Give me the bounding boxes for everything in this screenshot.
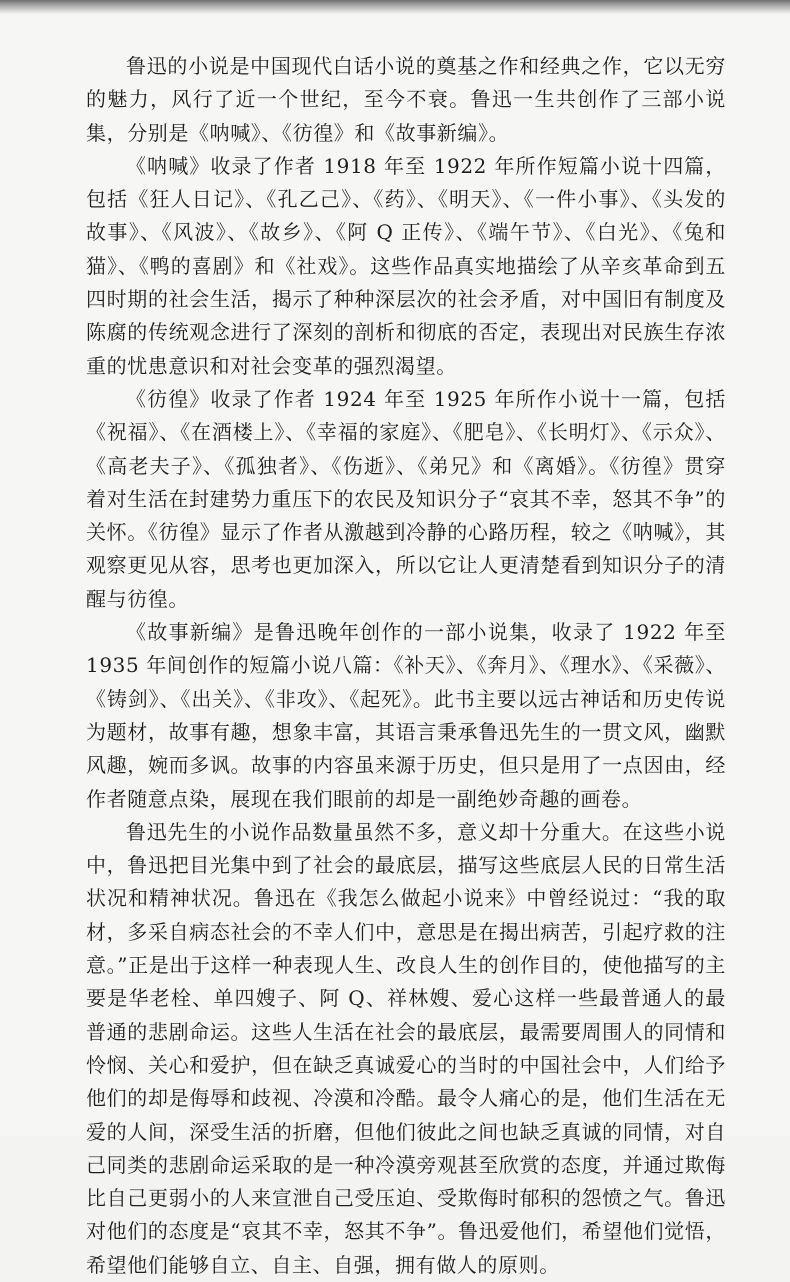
paragraph-significance: 鲁迅先生的小说作品数量虽然不多，意义却十分重大。在这些小说中，鲁迅把目光集中到了社会的最底层，描写这些底层人民的日常生活状况和精神状况。鲁迅在《我怎么做起小说来》中曾经说过：“我的取材，多采自病态社会的不幸人们中，意思是在揭出病苦，引起疗救的注意。”正是出于这样一种表现人生、改良人生的创作目的，使他描写的主要是华老栓、单四嫂子、阿 Q、祥林嫂、爱心这样一些最普通人的最普通的悲剧命运。这些人生活在社会的最底层，最需要周围人的同情和怜悯、关心和爱护，但在缺乏真诚爱心的当时的中国社会中，人们给予他们的却是侮辱和歧视、冷漠和冷酷。最令人痛心的是，他们生活在无爱的人间，深受生活的折磨，但他们彼此之间也缺乏真诚的同情，对自己同类的悲剧命运采取的是一种冷漠旁观甚至欣赏的态度，并通过欺侮比自己更弱小的人来宣泄自己受压迫、受欺侮时郁积的怨愤之气。鲁迅对他们的态度是“哀其不幸，怒其不争”。鲁迅爱他们，希望他们觉悟，希望他们能够自立、自主、自强，拥有做人的原则。	[86, 819, 726, 1277]
viewer-top-shadow	[0, 0, 790, 14]
paragraph-panghuang: 《彷徨》收录了作者 1924 年至 1925 年所作小说十一篇，包括《祝福》、《在酒楼上》、《幸福的家庭》、《肥皂》、《长明灯》、《示众》、《高老夫子》、《孤独者》、《伤逝》、《弟兄》和《离婚》。《彷徨》贯穿着对生活在封建势力重压下的农民及知识分子“哀其不幸，怒其不争”的关怀。《彷徨》显示了作者从激越到冷静的心路历程，较之《呐喊》，其观察更见从容，思考也更加深入，所以它让人更清楚看到知识分子的清醒与彷徨。	[86, 386, 726, 611]
document-page[interactable]	[0, 14, 790, 1277]
paragraph-gushixinbian: 《故事新编》是鲁迅晚年创作的一部小说集，收录了 1922 年至 1935 年间创作的短篇小说八篇：《补天》、《奔月》、《理水》、《采薇》、《铸剑》、《出关》、《非攻》、《起死》。此书主要以远古神话和历史传说为题材，故事有趣，想象丰富，其语言秉承鲁迅先生的一贯文风，幽默风趣，婉而多讽。故事的内容虽来源于历史，但只是用了一点因由，经作者随意点染，展现在我们眼前的却是一副绝妙奇趣的画卷。	[86, 620, 726, 811]
paragraph-intro: 鲁迅的小说是中国现代白话小说的奠基之作和经典之作，它以无穷的魅力，风行了近一个世纪，至今不衰。鲁迅一生共创作了三部小说集，分别是《呐喊》、《彷徨》和《故事新编》。	[86, 54, 726, 145]
paragraph-nahan: 《呐喊》收录了作者 1918 年至 1922 年所作短篇小说十四篇，包括《狂人日记》、《孔乙己》、《药》、《明天》、《一件小事》、《头发的故事》、《风波》、《故乡》、《阿 Q 正传》、《端午节》、《白光》、《兔和猫》、《鸭的喜剧》和《社戏》。这些作品真实地描绘了从辛亥革命到五四时期的社会生活，揭示了种种深层次的社会矛盾，对中国旧有制度及陈腐的传统观念进行了深刻的剖析和彻底的否定，表现出对民族生存浓重的忧患意识和对社会变革的强烈渴望。	[86, 153, 726, 378]
document-body	[86, 50, 726, 1282]
